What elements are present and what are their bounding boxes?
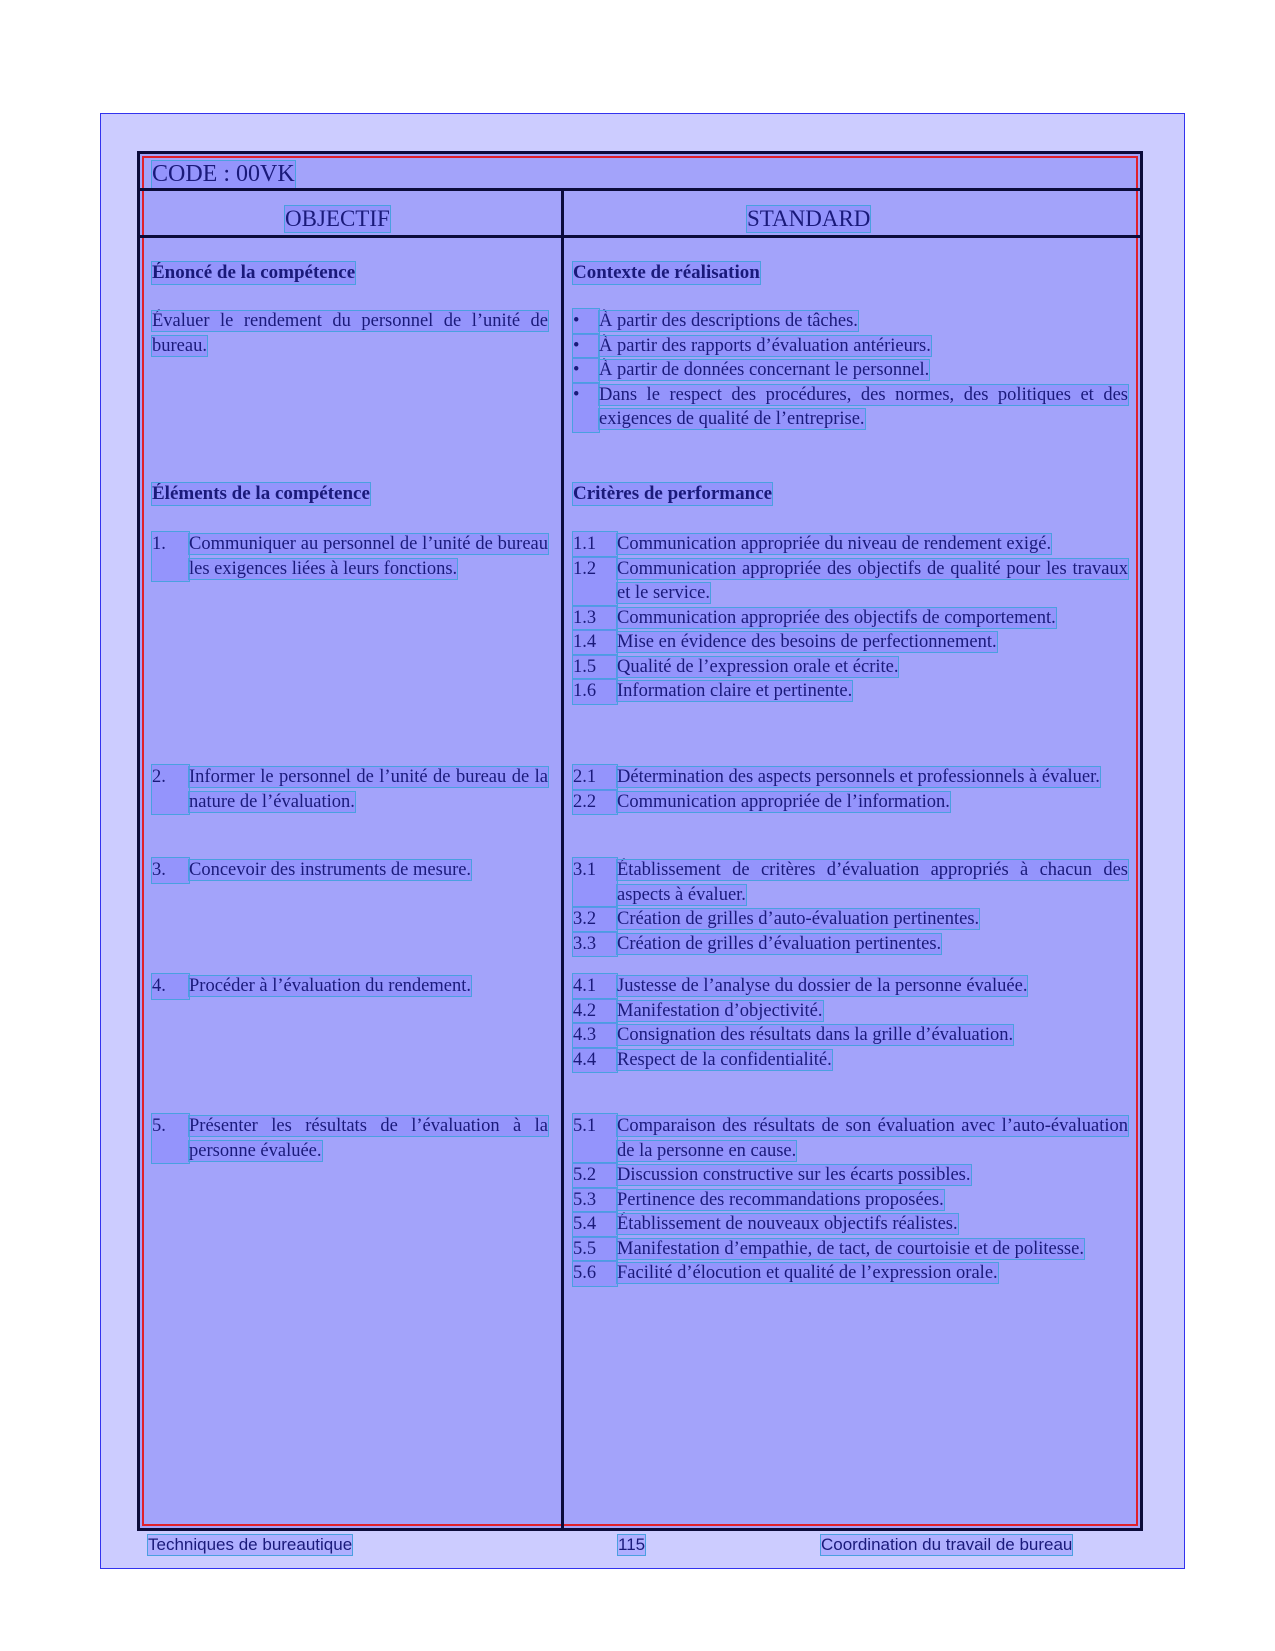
element-item	[152, 765, 548, 814]
criterion-item	[573, 858, 1128, 907]
criterion-text-content: Consignation des résultats dans la grille d’évaluation.	[617, 1025, 1014, 1045]
criterion-number: 2.2	[573, 790, 617, 815]
criterion-number: 5.6	[573, 1261, 617, 1286]
criterion-text-content: Discussion constructive sur les écarts possibles.	[617, 1165, 971, 1185]
enonce-text-content: Évaluer le rendement du personnel de l’unité de bureau.	[152, 311, 548, 356]
criterion-number: 4.2	[573, 999, 617, 1024]
criteria-list	[573, 974, 1128, 1072]
criterion-text	[617, 1237, 1128, 1262]
criterion-text	[617, 606, 1128, 631]
criterion-item	[573, 907, 1128, 932]
criterion-text	[617, 655, 1128, 680]
criterion-text-content: Pertinence des recommandations proposées.	[617, 1189, 944, 1210]
divider-header	[140, 235, 1140, 238]
element-text-content: Informer le personnel de l’unité de bureau de la nature de l’évaluation.	[189, 767, 548, 812]
criterion-number: 5.3	[573, 1188, 617, 1213]
criterion-text-content: Création de grilles d’auto-évaluation pertinentes.	[617, 909, 980, 929]
contexte-item-content: À partir des descriptions de tâches.	[599, 311, 858, 331]
criterion-item	[573, 1212, 1128, 1237]
criterion-item	[573, 1023, 1128, 1048]
element-text	[189, 974, 548, 999]
contexte-item-text	[599, 358, 1128, 383]
criterion-text	[617, 630, 1128, 655]
criterion-item	[573, 1261, 1128, 1286]
contexte-item	[573, 334, 1128, 359]
column-divider	[561, 191, 564, 1528]
criterion-text-content: Communication appropriée des objectifs de comportement.	[617, 607, 1056, 628]
criterion-text-content: Facilité d’élocution et qualité de l’expression orale.	[617, 1263, 998, 1283]
element-text-content: Concevoir des instruments de mesure.	[189, 860, 472, 880]
criterion-item	[573, 1188, 1128, 1213]
criterion-text-content: Manifestation d’objectivité.	[617, 1000, 823, 1021]
criterion-text-content: Manifestation d’empathie, de tact, de courtoisie et de politesse.	[617, 1238, 1084, 1259]
criterion-number: 5.2	[573, 1163, 617, 1188]
contexte-item-text	[599, 334, 1128, 359]
criterion-text-content: Communication appropriée de l’information.	[617, 791, 950, 812]
criterion-text	[617, 679, 1128, 704]
criterion-number: 4.4	[573, 1048, 617, 1073]
criterion-item	[573, 1237, 1128, 1262]
contexte-list	[573, 309, 1128, 432]
criterion-text	[617, 557, 1128, 606]
criterion-item	[573, 765, 1128, 790]
criterion-text	[617, 1114, 1128, 1163]
element-item	[152, 1114, 548, 1163]
criterion-text	[617, 790, 1128, 815]
criterion-number: 1.6	[573, 679, 617, 704]
criterion-item	[573, 655, 1128, 680]
element-text-content: Présenter les résultats de l’évaluation à la personne évaluée.	[189, 1116, 548, 1161]
element-text-content: Procéder à l’évaluation du rendement.	[189, 976, 472, 996]
criteria-list	[573, 1114, 1128, 1286]
header-standard: STANDARD	[747, 206, 871, 231]
element-item	[152, 858, 548, 883]
criterion-text-content: Information claire et pertinente.	[617, 681, 853, 701]
divider-top	[140, 188, 1140, 191]
criterion-number: 4.1	[573, 974, 617, 999]
element-text	[189, 1114, 548, 1163]
criteria-list	[573, 532, 1128, 704]
contexte-item-text	[599, 309, 1128, 334]
criterion-number: 5.4	[573, 1212, 617, 1237]
criterion-number: 1.3	[573, 606, 617, 631]
criterion-text-content: Justesse de l’analyse du dossier de la personne évaluée.	[617, 976, 1028, 996]
criterion-number: 1.1	[573, 532, 617, 557]
criterion-item	[573, 1048, 1128, 1073]
criterion-text	[617, 999, 1128, 1024]
enonce-title: Énoncé de la compétence	[152, 262, 356, 283]
contexte-item-content: À partir des rapports d’évaluation antérieurs.	[599, 335, 931, 356]
criterion-text	[617, 1212, 1128, 1237]
criterion-text	[617, 974, 1128, 999]
criterion-number: 1.5	[573, 655, 617, 680]
elements-title: Éléments de la compétence	[152, 483, 370, 504]
criterion-item	[573, 1163, 1128, 1188]
criteria-list	[573, 858, 1128, 956]
criterion-text	[617, 1023, 1128, 1048]
competency-code: CODE : 00VK	[152, 161, 295, 187]
element-number: 2.	[152, 765, 189, 814]
criterion-item	[573, 1114, 1128, 1163]
element-text	[189, 765, 548, 814]
contexte-item	[573, 309, 1128, 334]
competency-table	[137, 151, 1143, 1531]
element-number: 1.	[152, 532, 189, 581]
criterion-text-content: Communication appropriée du niveau de rendement exigé.	[617, 534, 1052, 554]
criterion-text	[617, 1261, 1128, 1286]
element-number: 5.	[152, 1114, 189, 1163]
criterion-text-content: Respect de la confidentialité.	[617, 1049, 832, 1070]
contexte-title: Contexte de réalisation	[573, 262, 760, 283]
criterion-item	[573, 974, 1128, 999]
criterion-number: 3.3	[573, 932, 617, 957]
contexte-item-content: Dans le respect des procédures, des normes, des politiques et des exigences de qualité de l’entreprise.	[599, 384, 1128, 429]
criterion-text	[617, 1048, 1128, 1073]
criterion-item	[573, 999, 1128, 1024]
criteria-list	[573, 765, 1128, 814]
criterion-text	[617, 532, 1128, 557]
criterion-item	[573, 679, 1128, 704]
criterion-text-content: Établissement de critères d’évaluation appropriés à chacun des aspects à évaluer.	[617, 860, 1128, 905]
criterion-text-content: Qualité de l’expression orale et écrite.	[617, 656, 899, 677]
criterion-text	[617, 765, 1128, 790]
criterion-text-content: Comparaison des résultats de son évaluation avec l’auto-évaluation de la personne en cause.	[617, 1116, 1128, 1161]
criterion-number: 1.4	[573, 630, 617, 655]
criterion-text	[617, 932, 1128, 957]
contexte-bullet: •	[573, 309, 599, 334]
criterion-text	[617, 1188, 1128, 1213]
footer-page-number: 115	[618, 1535, 646, 1554]
criterion-number: 5.5	[573, 1237, 617, 1262]
criterion-item	[573, 932, 1128, 957]
criterion-text-content: Établissement de nouveaux objectifs réalistes.	[617, 1214, 958, 1234]
criterion-text	[617, 858, 1128, 907]
criterion-text	[617, 907, 1128, 932]
contexte-bullet: •	[573, 334, 599, 359]
criteres-title: Critères de performance	[573, 483, 773, 504]
contexte-item-text	[599, 383, 1128, 432]
element-item	[152, 532, 548, 581]
criterion-text	[617, 1163, 1128, 1188]
header-objectif: OBJECTIF	[285, 206, 390, 231]
element-number: 4.	[152, 974, 189, 999]
criterion-number: 1.2	[573, 557, 617, 606]
contexte-item	[573, 383, 1128, 432]
contexte-item-content: À partir de données concernant le personnel.	[599, 360, 930, 380]
criterion-item	[573, 790, 1128, 815]
criterion-text-content: Communication appropriée des objectifs de qualité pour les travaux et le service.	[617, 558, 1128, 603]
contexte-bullet: •	[573, 383, 599, 432]
enonce-text	[152, 309, 548, 358]
criterion-item	[573, 606, 1128, 631]
element-text	[189, 532, 548, 581]
footer-course: Coordination du travail de bureau	[821, 1535, 1073, 1554]
footer-program: Techniques de bureautique	[148, 1535, 353, 1554]
criterion-text-content: Création de grilles d’évaluation pertinentes.	[617, 933, 942, 954]
criterion-number: 3.1	[573, 858, 617, 907]
element-item	[152, 974, 548, 999]
criterion-item	[573, 557, 1128, 606]
criterion-number: 3.2	[573, 907, 617, 932]
criterion-text-content: Détermination des aspects personnels et professionnels à évaluer.	[617, 767, 1100, 787]
criterion-number: 5.1	[573, 1114, 617, 1163]
element-text	[189, 858, 548, 883]
contexte-bullet: •	[573, 358, 599, 383]
criterion-item	[573, 532, 1128, 557]
criterion-number: 4.3	[573, 1023, 617, 1048]
element-text-content: Communiquer au personnel de l’unité de bureau les exigences liées à leurs fonctions.	[189, 534, 548, 579]
contexte-item	[573, 358, 1128, 383]
criterion-text-content: Mise en évidence des besoins de perfectionnement.	[617, 632, 997, 652]
criterion-item	[573, 630, 1128, 655]
element-number: 3.	[152, 858, 189, 883]
criterion-number: 2.1	[573, 765, 617, 790]
